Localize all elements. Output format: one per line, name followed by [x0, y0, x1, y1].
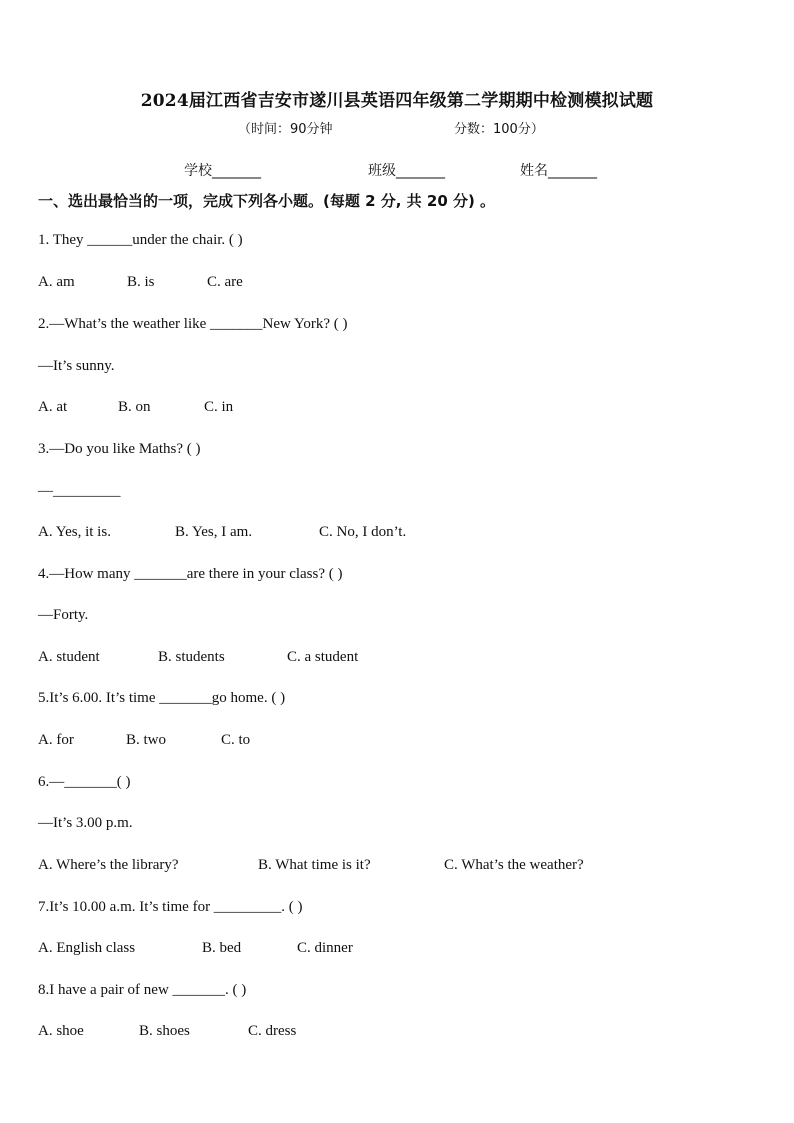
- option-c: C. are: [207, 274, 243, 290]
- option-a: A. for: [38, 732, 74, 748]
- question-5-stem: 5.It’s 6.00. It’s time _______go home. ( ): [38, 690, 286, 706]
- option-b: B. on: [118, 399, 151, 415]
- option-c: C. What’s the weather?: [444, 857, 584, 873]
- question-6-options: [38, 857, 584, 874]
- option-a: A. shoe: [38, 1023, 84, 1039]
- question-7-options: [38, 940, 353, 957]
- exam-score: 分数：100分）: [454, 122, 544, 137]
- option-b: B. Yes, I am.: [175, 524, 253, 540]
- question-8-stem: 8.I have a pair of new _______. ( ): [38, 982, 247, 998]
- option-a: A. at: [38, 399, 68, 415]
- option-c: C. a student: [287, 649, 359, 665]
- option-c: C. dress: [248, 1023, 297, 1039]
- question-2-answer: —It’s sunny.: [38, 358, 115, 374]
- question-2-options: [38, 399, 233, 416]
- option-a: A. student: [38, 649, 100, 665]
- option-a: A. English class: [38, 940, 136, 956]
- exam-time: （时间：90分钟: [238, 122, 333, 137]
- question-2-stem: 2.—What’s the weather like _______New York? ( ): [38, 316, 348, 332]
- school-field: 学校_______: [184, 163, 261, 179]
- question-1-options: [38, 274, 243, 291]
- question-5-options: [38, 732, 250, 749]
- option-a: A. Where’s the library?: [38, 857, 179, 873]
- question-1-stem: 1. They ______under the chair. ( ): [38, 232, 243, 248]
- option-b: B. What time is it?: [258, 857, 371, 873]
- question-6-stem: 6.—_______( ): [38, 774, 131, 790]
- option-c: C. dinner: [297, 940, 353, 956]
- option-b: B. two: [126, 732, 167, 748]
- question-3-stem: 3.—Do you like Maths? ( ): [38, 441, 201, 457]
- option-c: C. to: [221, 732, 251, 748]
- question-7-stem: 7.It’s 10.00 a.m. It’s time for _________. ( ): [38, 899, 303, 915]
- question-4-answer: —Forty.: [38, 607, 89, 623]
- question-4-options: [38, 649, 358, 666]
- class-field: 班级_______: [368, 163, 445, 179]
- exam-title: 2024届江西省吉安市遂川县英语四年级第二学期期中检测模拟试题: [140, 91, 654, 111]
- question-4-stem: 4.—How many _______are there in your class? ( ): [38, 566, 343, 582]
- question-3-options: [38, 524, 406, 541]
- option-b: B. shoes: [139, 1023, 190, 1039]
- question-3-answer: —_________: [38, 483, 121, 499]
- section-heading: 一、选出最恰当的一项，完成下列各小题。(每题 2 分, 共 20 分) 。: [38, 192, 496, 210]
- option-a: A. Yes, it is.: [38, 524, 111, 540]
- option-c: C. in: [204, 399, 234, 415]
- option-b: B. students: [158, 649, 225, 665]
- option-b: B. is: [127, 274, 155, 290]
- option-b: B. bed: [202, 940, 242, 956]
- name-field: 姓名_______: [520, 163, 597, 179]
- option-a: A. am: [38, 274, 75, 290]
- question-6-answer: —It’s 3.00 p.m.: [38, 815, 133, 831]
- option-c: C. No, I don’t.: [319, 524, 407, 540]
- question-8-options: [38, 1023, 296, 1040]
